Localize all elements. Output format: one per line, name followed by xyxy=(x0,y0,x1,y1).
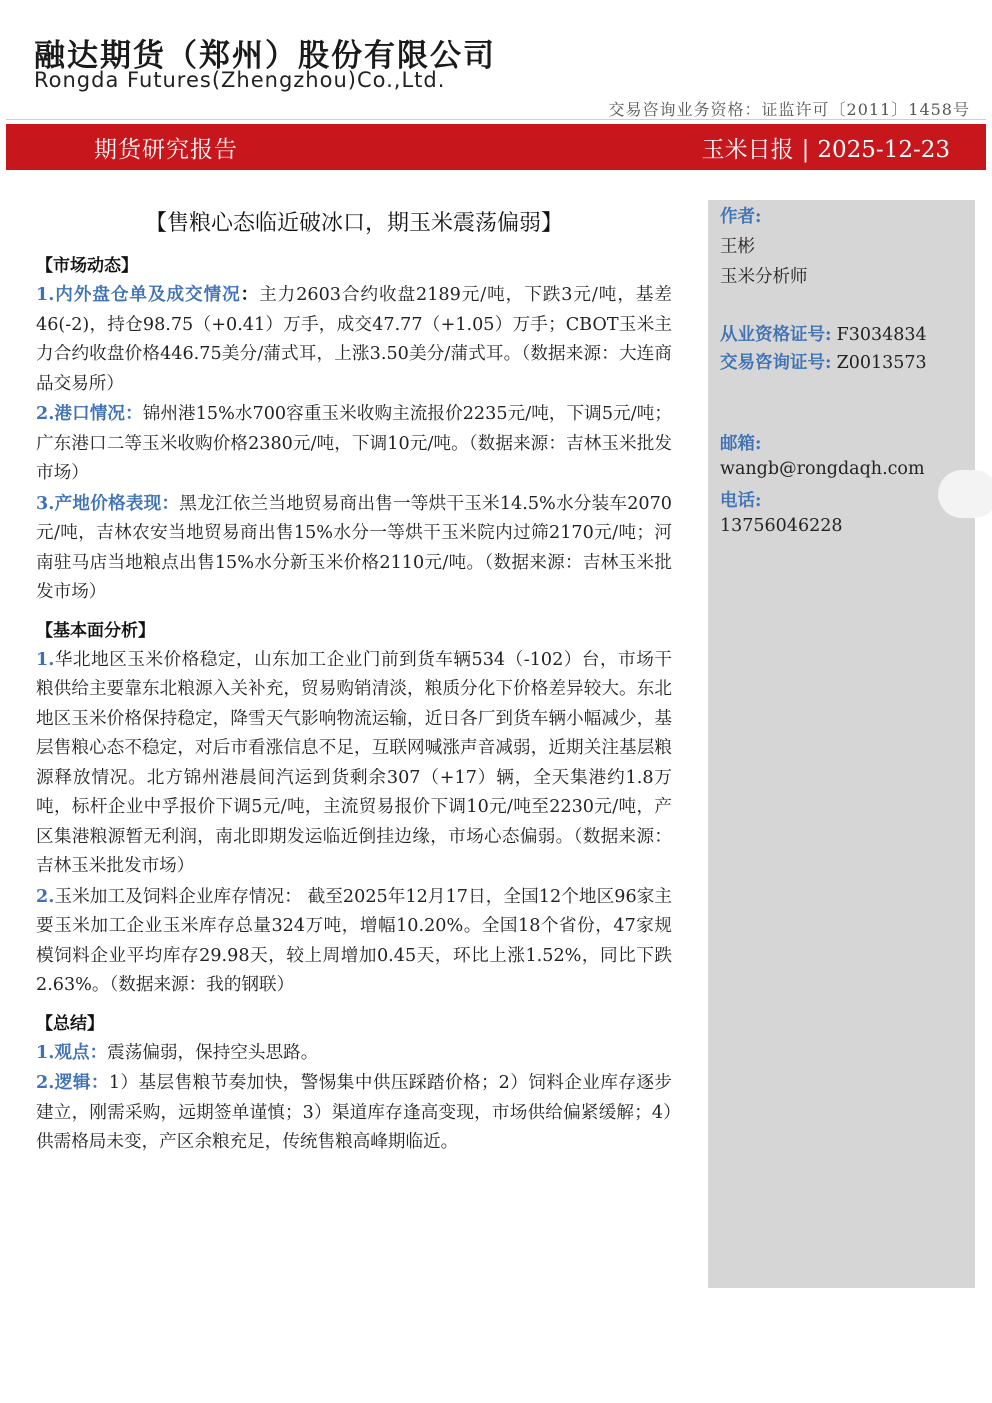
item-sep: ： xyxy=(240,284,260,305)
paragraph xyxy=(36,280,672,399)
section-heading: 【基本面分析】 xyxy=(36,620,155,641)
consult-number: Z0013573 xyxy=(836,353,927,373)
company-name-cn: 融达期货（郑州）股份有限公司 xyxy=(34,38,496,74)
banner-separator: | xyxy=(801,137,810,163)
author-title: 玉米分析师 xyxy=(720,267,808,287)
item-label: 2.逻辑 xyxy=(36,1072,91,1093)
paragraph xyxy=(36,1068,672,1158)
qualification-row xyxy=(720,321,927,346)
item-label: 2. xyxy=(36,885,55,907)
email-label: 邮箱: xyxy=(720,434,762,454)
banner-category: 期货研究报告 xyxy=(94,137,238,163)
consult-row xyxy=(720,349,927,374)
paragraph xyxy=(36,489,672,608)
item-text: 玉米加工及饲料企业库存情况： 截至2025年12月17日，全国12个地区96家主要玉米加工企业玉米库存总量324万吨，增幅10.20%。全国18个省份，47家规模饲料企业平均库存29.98天，较上周增加0.45天，环比上涨1.52%，同比下跌2.63%。（数据来源：我的钢联） xyxy=(36,886,672,995)
header-divider xyxy=(6,119,986,120)
item-label: 1.观点 xyxy=(36,1041,90,1063)
section-summary xyxy=(36,1009,672,1158)
section-fundamentals xyxy=(36,616,672,1001)
qualification-label: 从业资格证号: xyxy=(720,325,832,345)
item-label: 2.港口情况 xyxy=(36,403,126,424)
item-sep: ： xyxy=(90,1072,109,1093)
author-name: 王彬 xyxy=(720,237,755,257)
section-heading: 【市场动态】 xyxy=(36,256,138,276)
consult-label: 交易咨询证号: xyxy=(720,353,832,373)
phone-value: 13756046228 xyxy=(720,516,843,536)
item-text: 震荡偏弱，保持空头思路。 xyxy=(107,1042,319,1063)
email-value[interactable]: wangb@rongdaqh.com xyxy=(720,459,925,479)
item-text: 锦州港15%水700容重玉米收购主流报价2235元/吨，下调5元/吨；广东港口二等玉米收购价格2380元/吨，下调10元/吨。（数据来源：吉林玉米批发市场） xyxy=(36,404,672,483)
item-text: 华北地区玉米价格稳定，山东加工企业门前到货车辆534（-102）台，市场干粮供给主要靠东北粮源入关补充，贸易购销清淡，粮质分化下价格差异较大。东北地区玉米价格保持稳定，降雪天气影响物流运输，近日各厂到货车辆小幅减少，基层售粮心态不稳定，对后市看涨信息不足，互联网喊涨声音减弱，近期关注基层粮源释放情况。北方锦州港晨间汽运到货剩余307（+17）辆，全天集港约1.8万吨，标杆企业中孚报价下调5元/吨，主流贸易报价下调10元/吨至2230元/吨，产区集港粮源暂无利润，南北即期发运临近倒挂边缘，市场心态偏弱。（数据来源：吉林玉米批发市场） xyxy=(36,649,672,876)
item-label: 3.产地价格表现 xyxy=(36,492,162,514)
company-name-en: Rongda Futures(Zhengzhou)Co.,Ltd. xyxy=(34,68,446,92)
item-label: 1. xyxy=(36,648,55,670)
banner-report-info xyxy=(702,131,950,164)
qualification-number: F3034834 xyxy=(836,325,927,345)
banner-report-name: 玉米日报 xyxy=(701,137,794,163)
report-banner xyxy=(6,124,986,170)
paragraph xyxy=(36,399,672,489)
report-body xyxy=(36,200,672,1158)
side-tab[interactable] xyxy=(938,470,992,518)
banner-date: 2025-12-23 xyxy=(817,137,950,163)
section-market xyxy=(36,251,672,608)
section-heading: 【总结】 xyxy=(36,1013,104,1034)
paragraph xyxy=(36,1038,672,1069)
paragraph xyxy=(36,882,672,1001)
item-sep: ： xyxy=(125,403,143,424)
item-text: 主力2603合约收盘2189元/吨，下跌3元/吨，基差46(-2)，持仓98.75（+0.41）万手，成交47.77（+1.05）万手；CBOT玉米主力合约收盘价格446.75美分/蒲式耳，上涨3.50美分/蒲式耳。（数据来源：大连商品交易所） xyxy=(36,285,672,394)
item-text: 1）基层售粮节奏加快，警惕集中供压踩踏价格；2）饲料企业库存逐步建立，刚需采购，远期签单谨慎；3）渠道库存逢高变现，市场供给偏紧缓解；4）供需格局未变，产区余粮充足，传统售粮高峰期临近。 xyxy=(36,1073,672,1152)
license-text: 交易咨询业务资格：证监许可〔2011〕1458号 xyxy=(608,100,970,119)
author-sidebar xyxy=(708,200,975,1288)
author-label: 作者: xyxy=(720,207,762,227)
item-label: 1.内外盘仓单及成交情况 xyxy=(36,284,241,305)
item-text: 黑龙江依兰当地贸易商出售一等烘干玉米14.5%水分装车2070元/吨，吉林农安当地贸易商出售15%水分一等烘干玉米院内过筛2170元/吨；河南驻马店当地粮点出售15%水分新玉米价格2110元/吨。（数据来源：吉林玉米批发市场） xyxy=(36,493,672,602)
item-sep: ： xyxy=(161,492,180,514)
phone-label: 电话: xyxy=(720,491,762,511)
paragraph xyxy=(36,645,672,882)
report-title: 【售粮心态临近破冰口，期玉米震荡偏弱】 xyxy=(144,211,563,236)
item-sep: ： xyxy=(89,1041,108,1063)
